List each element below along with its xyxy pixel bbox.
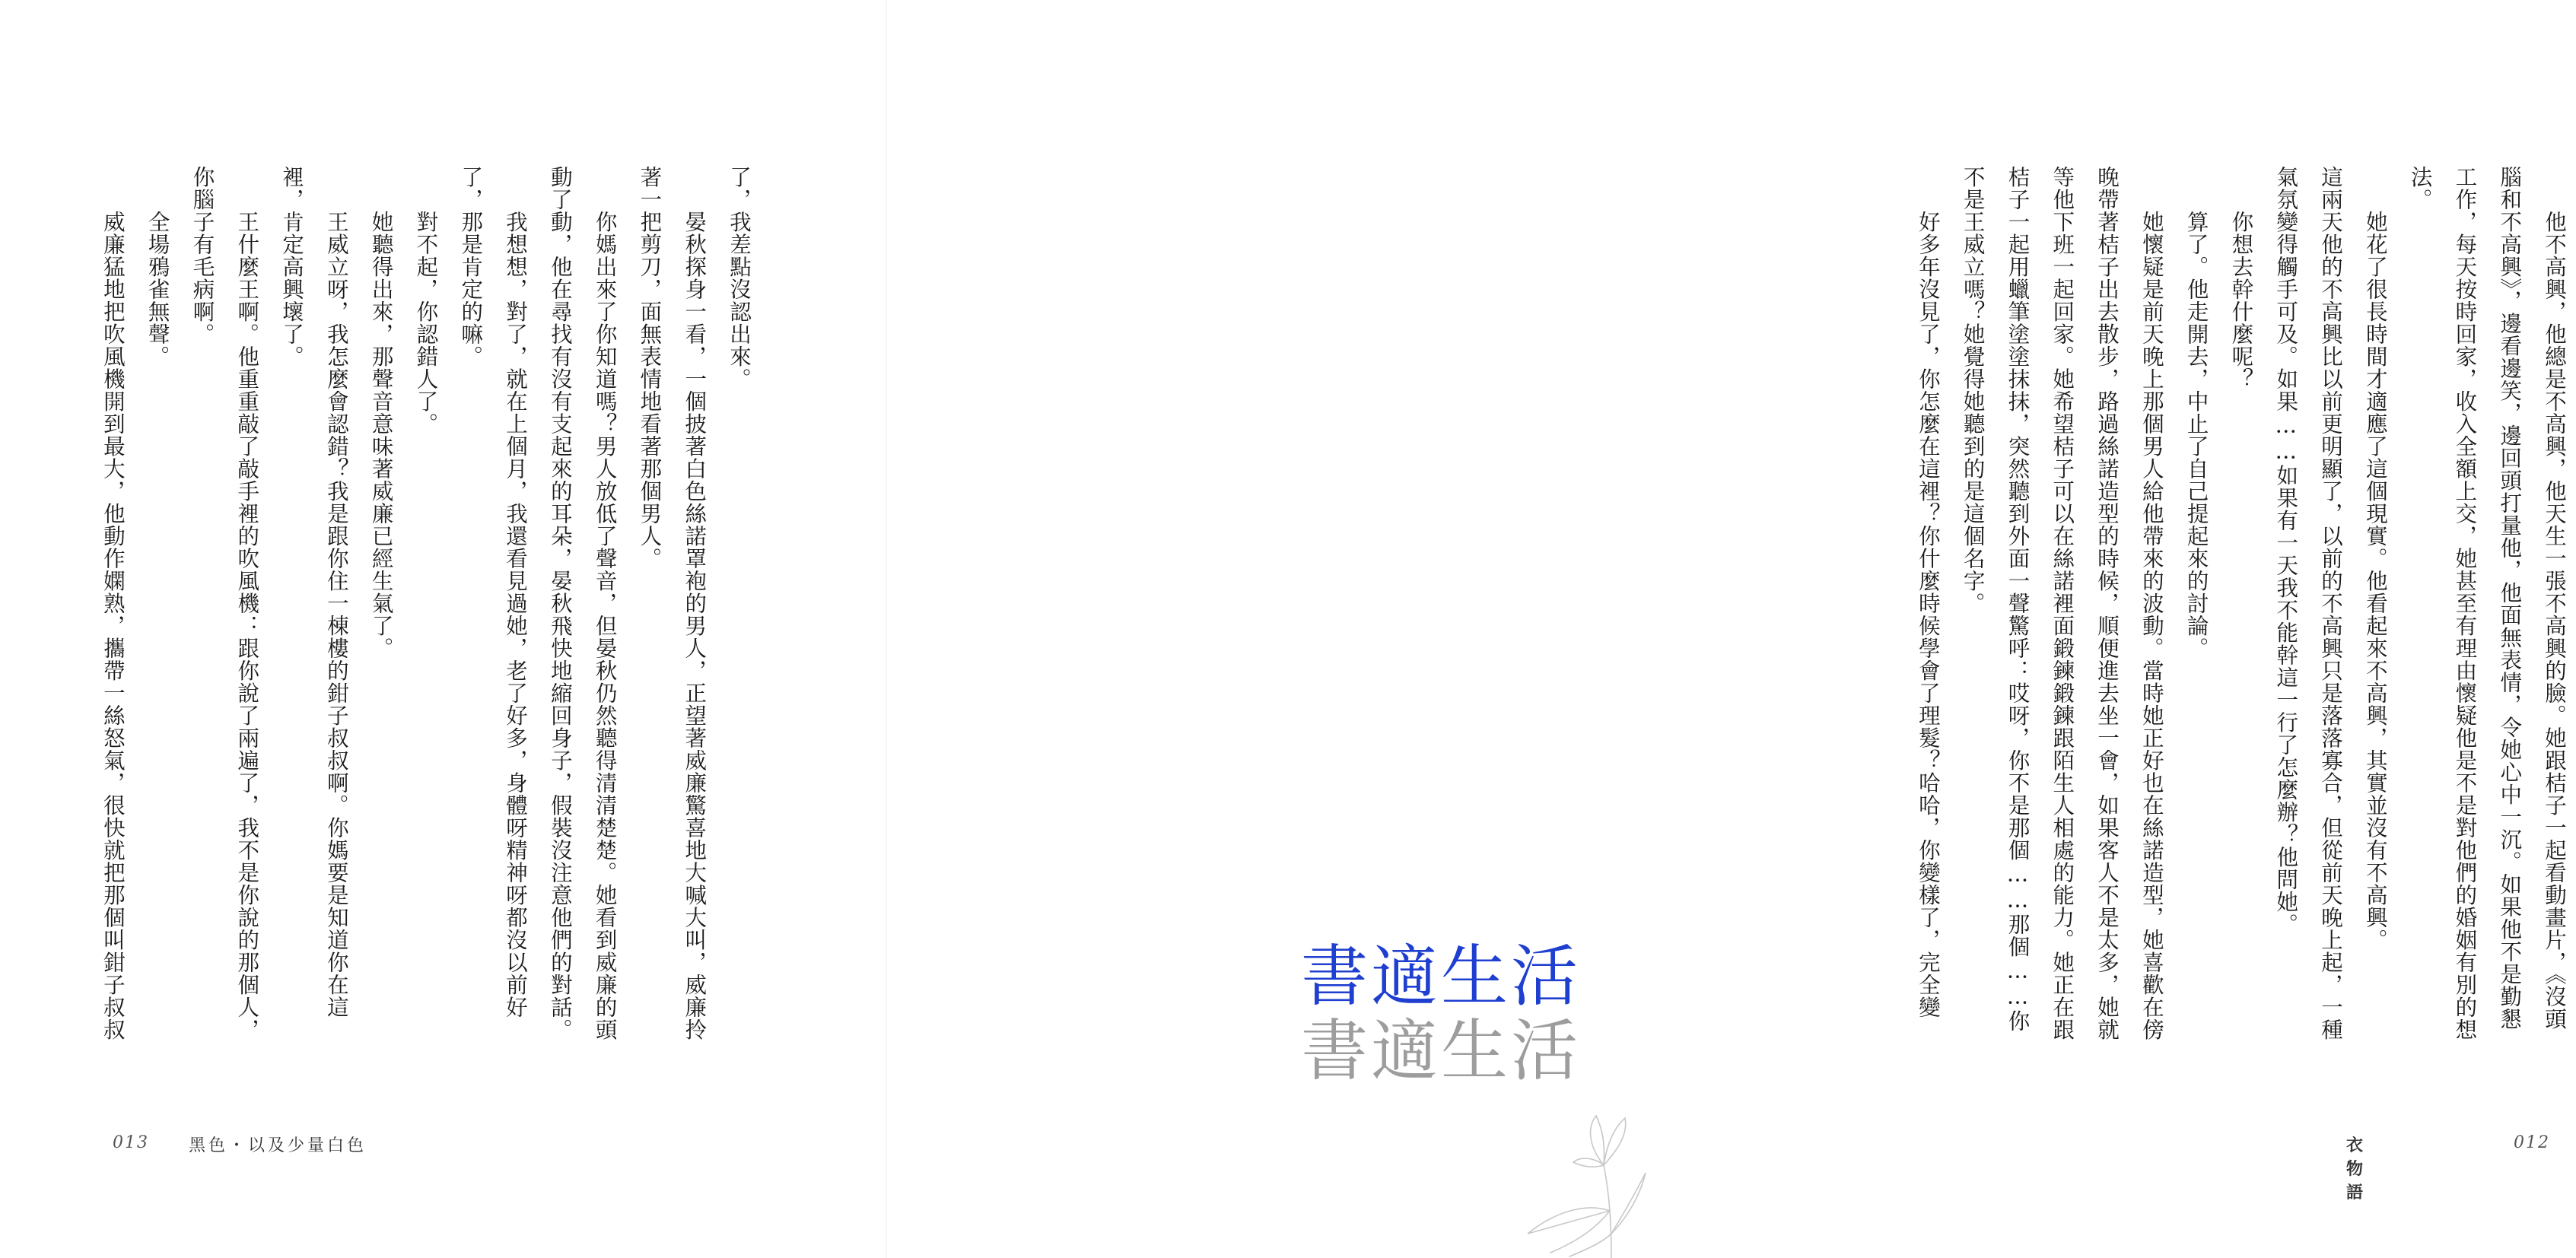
running-head: 黑色・以及少量白色 <box>189 1136 367 1155</box>
paragraph: 我想想，對了，就在上個月，我還看見過她，老了好多，身體呀精神呀都沒以前好了，那是肯定的嘛。 <box>458 166 529 1018</box>
paragraph: 你媽出來了你知道嗎？男人放低了聲音，但晏秋仍然聽得清清楚楚。她看到威廉的頭動了動，他在尋找有沒有支起來的耳朵，晏秋飛快地縮回身子，假裝沒注意他們的對話。 <box>547 166 618 1041</box>
paragraph: 這兩天他的不高興比以前更明顯了，以前的不高興只是落落寡合，但從前天晚上起，一種氣氛變得觸手可及。如果……如果有一天我不能幹這一行了怎麼辦？他問她。 <box>2273 166 2344 1041</box>
paragraph: 王威立呀，我怎麼會認錯？我是跟你住一棟樓的鉗子叔叔啊。你媽要是知道你在這裡，肯定高興壞了。 <box>279 166 349 1018</box>
paragraph: 她懷疑是前天晚上那個男人給他帶來的波動。當時她正好也在絲諾造型，她喜歡在傍晚帶著桔子出去散步，路過絲諾造型的時候，順便進去坐一會，如果客人不是太多，她就等他下班一起回家。她希望桔子可以在絲諾裡面鍛鍊鍛鍊跟陌生人相處的能力。她正在跟桔子一起用蠟筆塗塗抹抹，突然聽到外面一聲驚呼：哎呀，你不是那個……那個……你不是王威立嗎？她覺得她聽到的是這個名字。 <box>1960 166 2164 1041</box>
page-number: 012 <box>2514 1133 2550 1152</box>
paragraph: 她花了很長時間才適應了這個現實。他看起來不高興，其實並沒有不高興。 <box>2362 166 2388 951</box>
left-page-body <box>100 166 761 1048</box>
paragraph: 算了。他走開去，中止了自己提起來的討論。 <box>2183 166 2209 659</box>
paragraph: 王什麼王啊。他重重敲了敲手裡的吹風機：跟你說了兩遍了，我不是你說的那個人，你腦子有毛病啊。 <box>189 166 260 1041</box>
page-number: 013 <box>113 1133 149 1152</box>
paragraph: 全場鴉雀無聲。 <box>145 166 170 368</box>
watermark-primary: 書適生活 <box>1301 937 1582 1015</box>
paragraph: 晏秋探身一看，一個披著白色絲諾罩袍的男人，正望著威廉驚喜地大喊大叫，威廉拎著一把剪刀，面無表情地看著那個男人。 <box>637 166 708 1041</box>
paragraph: 威廉猛地把吹風機開到最大，他動作嫻熟，攜帶一絲怒氣，很快就把那個叫鉗子叔叔 <box>100 166 126 1041</box>
paragraph: 對不起，你認錯人了。 <box>413 166 439 435</box>
running-head: 衣物語 <box>2346 1136 2371 1202</box>
tulip-line-art-icon <box>1497 1112 1649 1258</box>
right-page-body <box>1915 166 2576 1048</box>
paragraph: 你想去幹什麼呢？ <box>2228 166 2254 390</box>
paragraph: 了，我差點沒認出來。 <box>727 166 752 390</box>
paragraph: 好多年沒見了，你怎麼在這裡？你什麼時候學會了理髮？哈哈，你變樣了，完全變 <box>1915 166 1941 1018</box>
paragraph: 她聽得出來，那聲音意味著威廉已經生氣了。 <box>368 166 394 659</box>
left-page <box>0 0 886 1258</box>
paragraph: 他不高興，他總是不高興，他天生一張不高興的臉。她跟桔子一起看動畫片，《沒頭腦和不高興》，邊看邊笑，邊回頭打量他，他面無表情，令她心中一沉。如果他不是勤懇工作，每天按時回家，收入全額上交，她甚至有理由懷疑他是不是對他們的婚姻有別的想法。 <box>2407 166 2567 1041</box>
watermark-secondary: 書適生活 <box>1301 1012 1582 1090</box>
